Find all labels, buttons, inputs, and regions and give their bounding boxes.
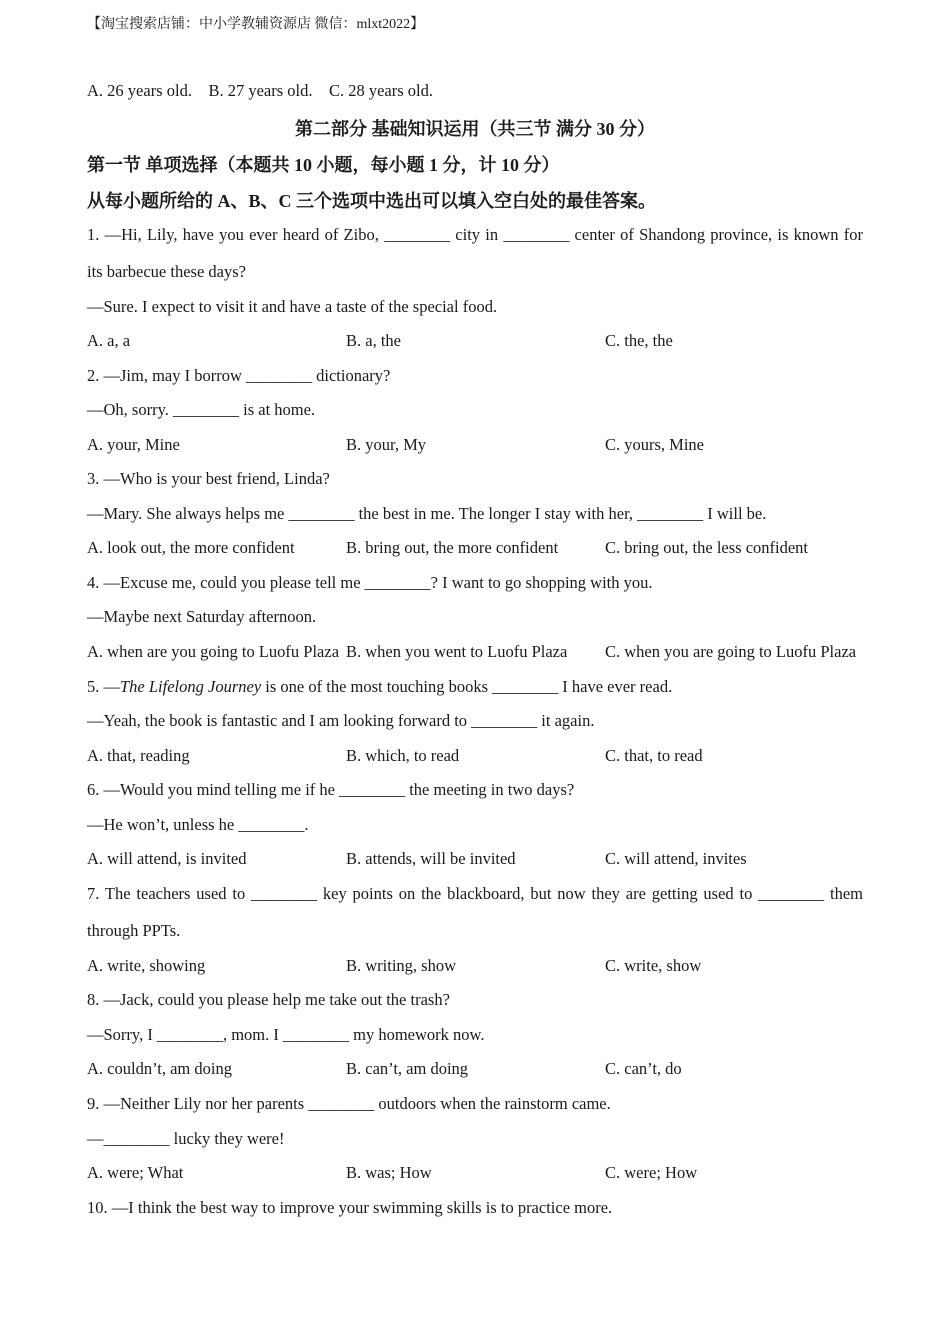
option-c: C. will attend, invites [605, 849, 747, 868]
option-b: B. which, to read [346, 746, 460, 765]
option-b: B. can’t, am doing [346, 1059, 469, 1078]
question-1-options [87, 331, 673, 351]
question-7-line-1: 7. The teachers used to ________ key points on the blackboard, but now they are getting used to ________ them [87, 884, 863, 903]
option-c: C. bring out, the less confident [605, 538, 809, 557]
option-b: B. a, the [346, 331, 401, 350]
question-5-prefix: 5. — [87, 677, 120, 696]
option-b: B. your, My [346, 435, 427, 454]
page-header: 【淘宝搜索店铺：中小学教辅资源店 微信：mlxt2022】 [87, 17, 425, 32]
question-5-options [87, 746, 703, 766]
option-c: C. write, show [605, 956, 702, 975]
option-b: B. writing, show [346, 956, 457, 975]
option-c: C. can’t, do [605, 1059, 682, 1078]
option-b: B. was; How [346, 1163, 432, 1182]
question-2-line-2: —Oh, sorry. ________ is at home. [87, 400, 316, 419]
question-4-line-2: —Maybe next Saturday afternoon. [87, 607, 317, 626]
question-9-line-1: 9. —Neither Lily nor her parents ________ outdoors when the rainstorm came. [87, 1094, 611, 1113]
instruction: 从每小题所给的 A、B、C 三个选项中选出可以填入空白处的最佳答案。 [87, 191, 657, 211]
option-a: A. write, showing [87, 956, 206, 975]
question-6-line-2: —He won’t, unless he ________. [87, 815, 309, 834]
option-c: C. yours, Mine [605, 435, 704, 454]
question-4-line-1: 4. —Excuse me, could you please tell me ________? I want to go shopping with you. [87, 573, 653, 592]
previous-question-options: A. 26 years old. B. 27 years old. C. 28 years old. [87, 81, 433, 100]
question-5-line-2: —Yeah, the book is fantastic and I am looking forward to ________ it again. [87, 711, 595, 730]
question-6-options [87, 849, 747, 869]
option-c: C. that, to read [605, 746, 703, 765]
question-10-line-1: 10. —I think the best way to improve your swimming skills is to practice more. [87, 1198, 613, 1217]
question-2-line-1: 2. —Jim, may I borrow ________ dictionary? [87, 366, 391, 385]
option-a: A. a, a [87, 331, 131, 350]
option-b: B. bring out, the more confident [346, 538, 559, 557]
question-6-line-1: 6. —Would you mind telling me if he ________ the meeting in two days? [87, 780, 575, 799]
option-c: C. when you are going to Luofu Plaza [605, 642, 857, 661]
option-a: A. were; What [87, 1163, 184, 1182]
question-1-line-2: its barbecue these days? [87, 262, 246, 281]
book-title: The Lifelong Journey [120, 677, 262, 696]
question-9-line-2: —________ lucky they were! [87, 1129, 285, 1148]
option-c: C. were; How [605, 1163, 698, 1182]
option-a: A. your, Mine [87, 435, 180, 454]
question-5-line-1 [87, 677, 672, 697]
question-7-options [87, 956, 701, 976]
option-b: B. when you went to Luofu Plaza [346, 642, 568, 661]
question-2-options [87, 435, 704, 455]
question-1-line-1: 1. —Hi, Lily, have you ever heard of Zibo, ________ city in ________ center of Shandong province, is known for [87, 225, 863, 244]
part-title: 第二部分 基础知识运用（共三节 满分 30 分） [295, 119, 655, 139]
question-8-options [87, 1059, 682, 1079]
option-a: A. couldn’t, am doing [87, 1059, 232, 1078]
question-7-line-2: through PPTs. [87, 921, 181, 940]
question-9-options [87, 1163, 697, 1183]
question-3-line-1: 3. —Who is your best friend, Linda? [87, 469, 330, 488]
option-b: B. attends, will be invited [346, 849, 516, 868]
option-a: A. look out, the more confident [87, 538, 295, 557]
question-5-rest: is one of the most touching books ________ I have ever read. [261, 677, 673, 696]
section-title: 第一节 单项选择（本题共 10 小题，每小题 1 分，计 10 分） [87, 155, 560, 175]
question-3-line-2: —Mary. She always helps me ________ the best in me. The longer I stay with her, ________ I will be. [87, 504, 767, 523]
option-a: A. will attend, is invited [87, 849, 247, 868]
question-1-line-3: —Sure. I expect to visit it and have a taste of the special food. [87, 297, 498, 316]
question-3-options [87, 538, 808, 558]
question-4-options [87, 642, 856, 662]
question-8-line-1: 8. —Jack, could you please help me take out the trash? [87, 990, 450, 1009]
question-8-line-2: —Sorry, I ________, mom. I ________ my homework now. [87, 1025, 485, 1044]
option-a: A. that, reading [87, 746, 190, 765]
option-c: C. the, the [605, 331, 673, 350]
option-a: A. when are you going to Luofu Plaza [87, 642, 340, 661]
